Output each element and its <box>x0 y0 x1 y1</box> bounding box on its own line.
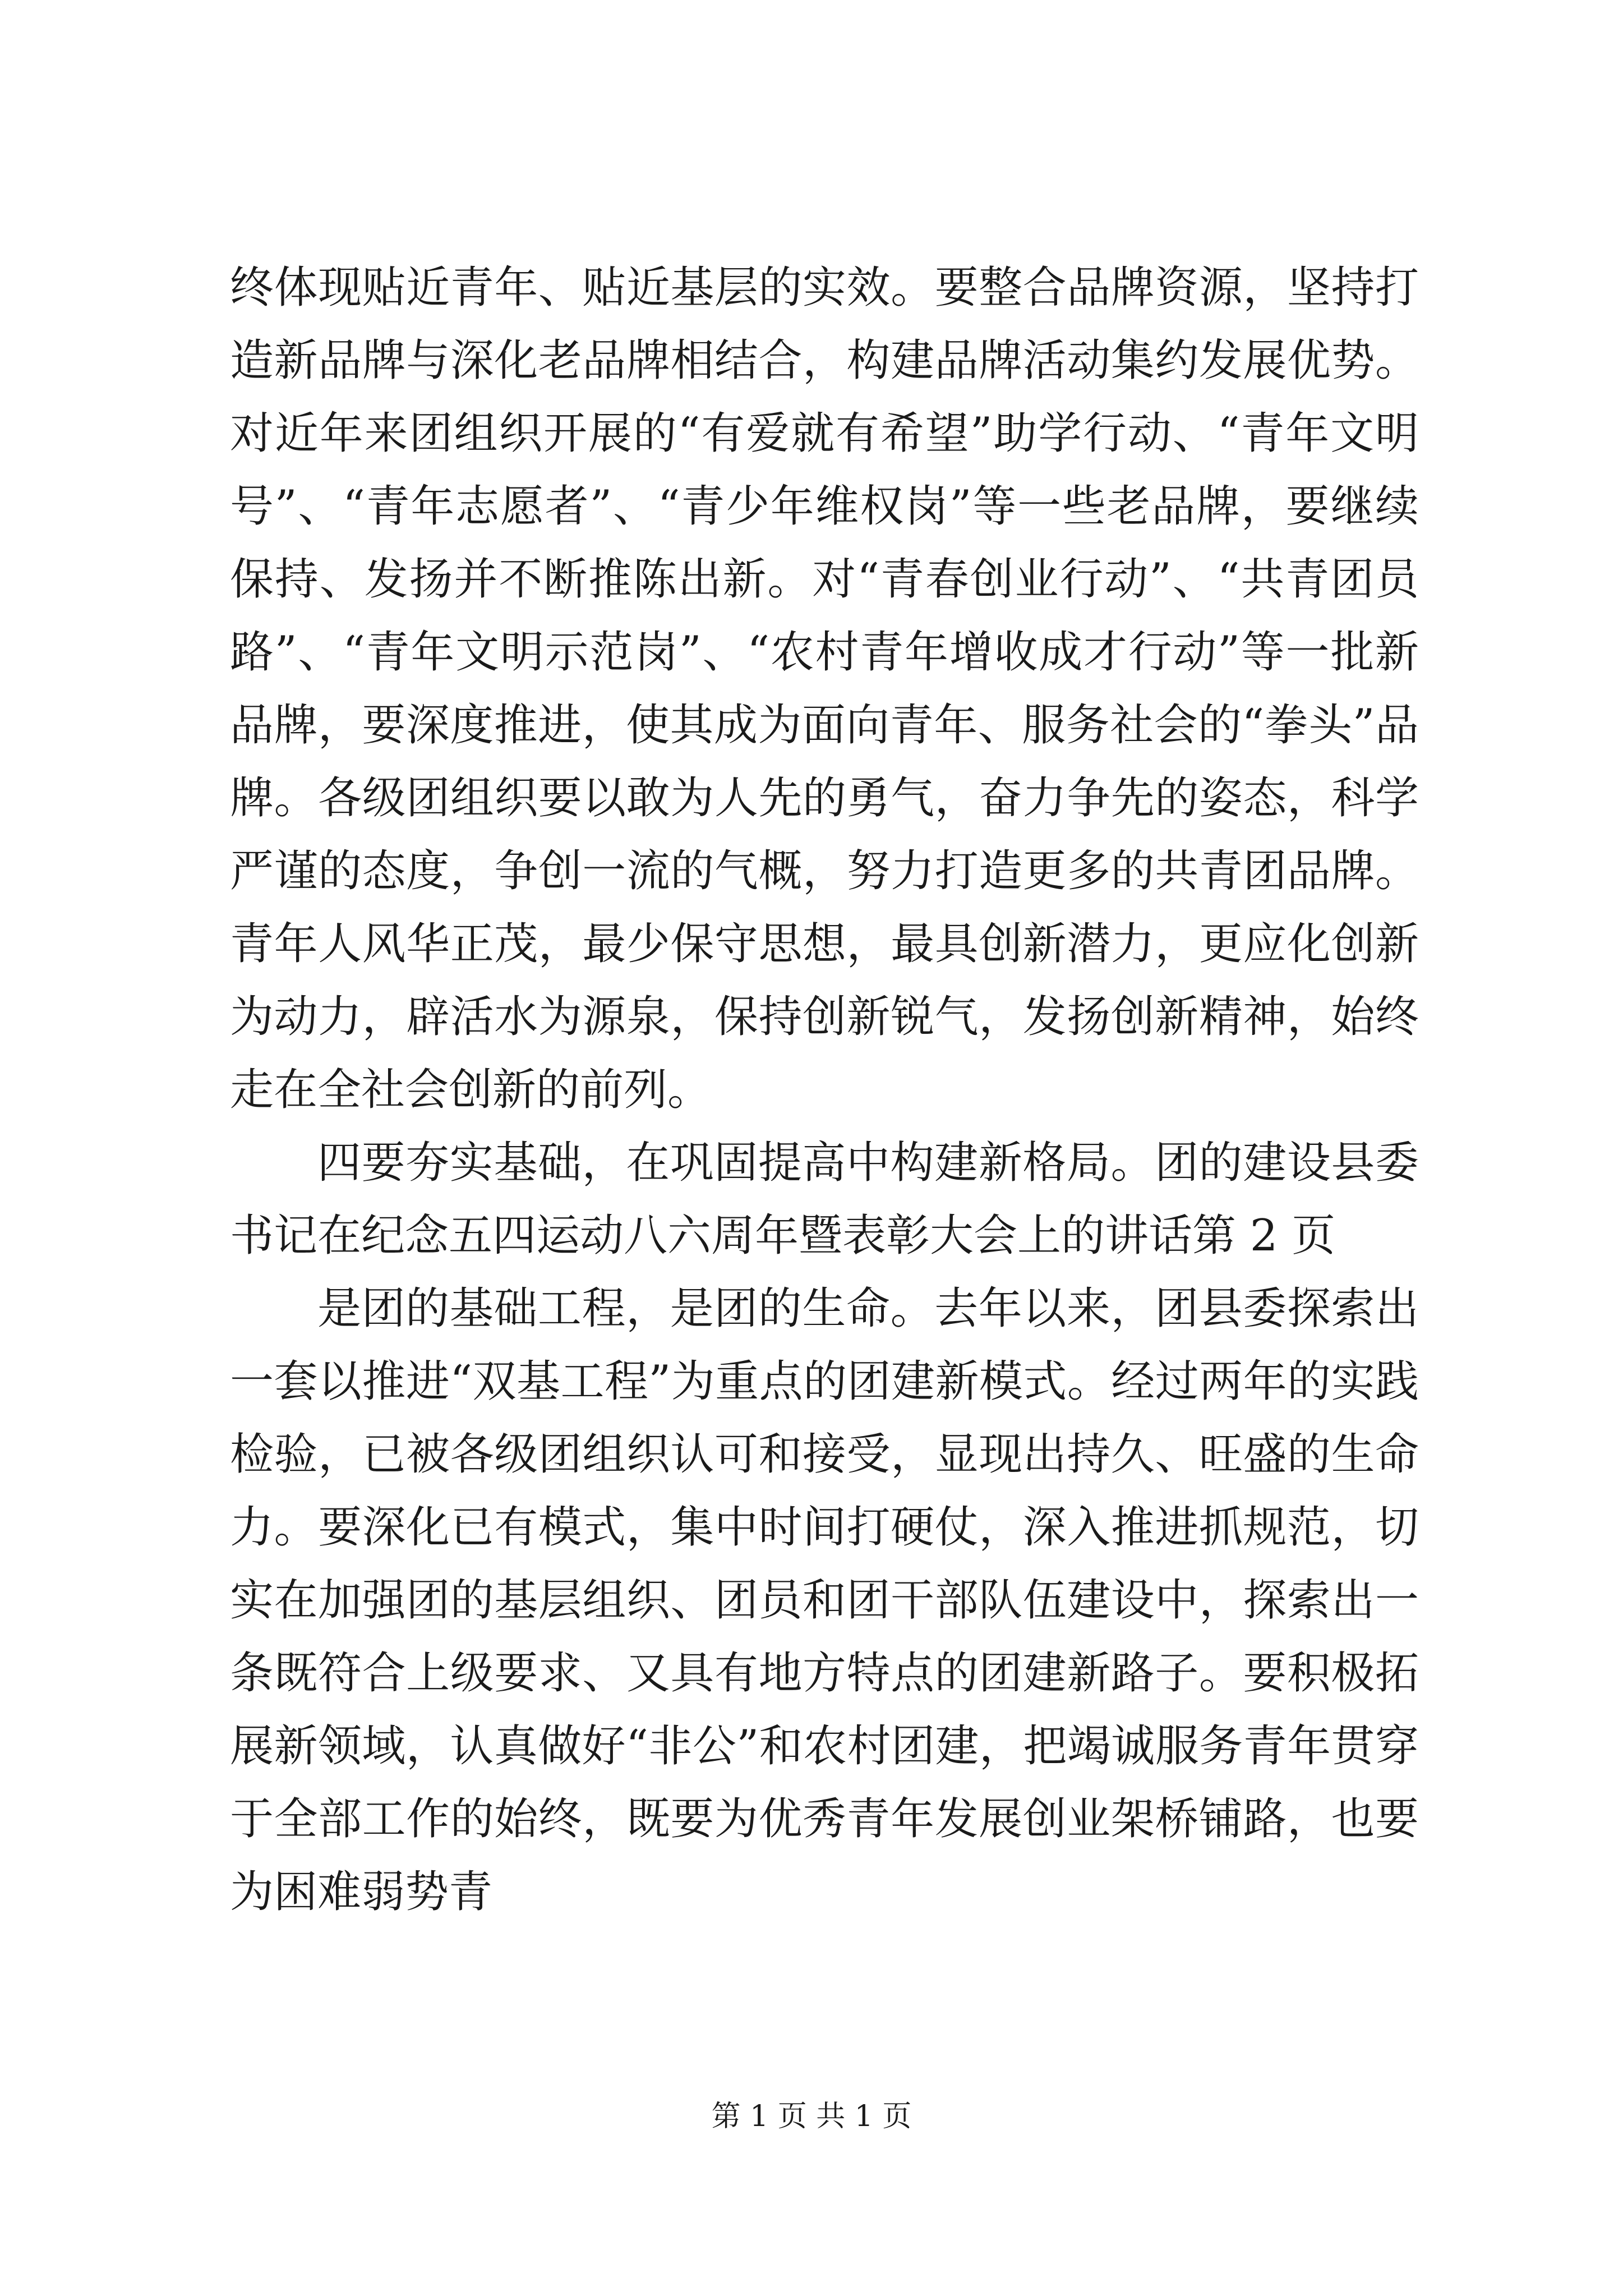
paragraph-2: 四要夯实基础，在巩固提高中构建新格局。团的建设县委书记在纪念五四运动八六周年暨表彰大会上的讲话第 2 页 <box>230 1138 1419 1261</box>
paragraph-3: 是团的基础工程，是团的生命。去年以来，团县委探索出一套以推进“双基工程”为重点的团建新模式。经过两年的实践检验，已被各级团组织认可和接受，显现出持久、旺盛的生命力。要深化已有模式，集中时间打硬仗，深入推进抓规范，切实在加强团的基层组织、团员和团干部队伍建设中，探索出一条既符合上级要求、又具有地方特点的团建新路子。要积极拓展新领域，认真做好“非公”和农村团建，把竭诚服务青年贯穿于全部工作的始终，既要为优秀青年发展创业架桥铺路，也要为困难弱势青 <box>230 1283 1419 1917</box>
paragraph-1: 终体现贴近青年、贴近基层的实效。要整合品牌资源，坚持打造新品牌与深化老品牌相结合，构建品牌活动集约发展优势。对近年来团组织开展的“有爱就有希望”助学行动、“青年文明号”、“青年志愿者”、“青少年维权岗”等一些老品牌，要继续保持、发扬并不断推陈出新。对“青春创业行动”、“共青团员路”、“青年文明示范岗”、“农村青年增收成才行动”等一批新品牌，要深度推进，使其成为面向青年、服务社会的“拳头”品牌。各级团组织要以敢为人先的勇气，奋力争先的姿态，科学严谨的态度，争创一流的气概，努力打造更多的共青团品牌。青年人风华正茂，最少保守思想，最具创新潜力，更应化创新为动力，辟活水为源泉，保持创新锐气，发扬创新精神，始终走在全社会创新的前列。 <box>230 263 1419 1115</box>
document-body <box>230 251 1419 1929</box>
page-footer: 第 1 页 共 1 页 <box>711 2100 912 2133</box>
